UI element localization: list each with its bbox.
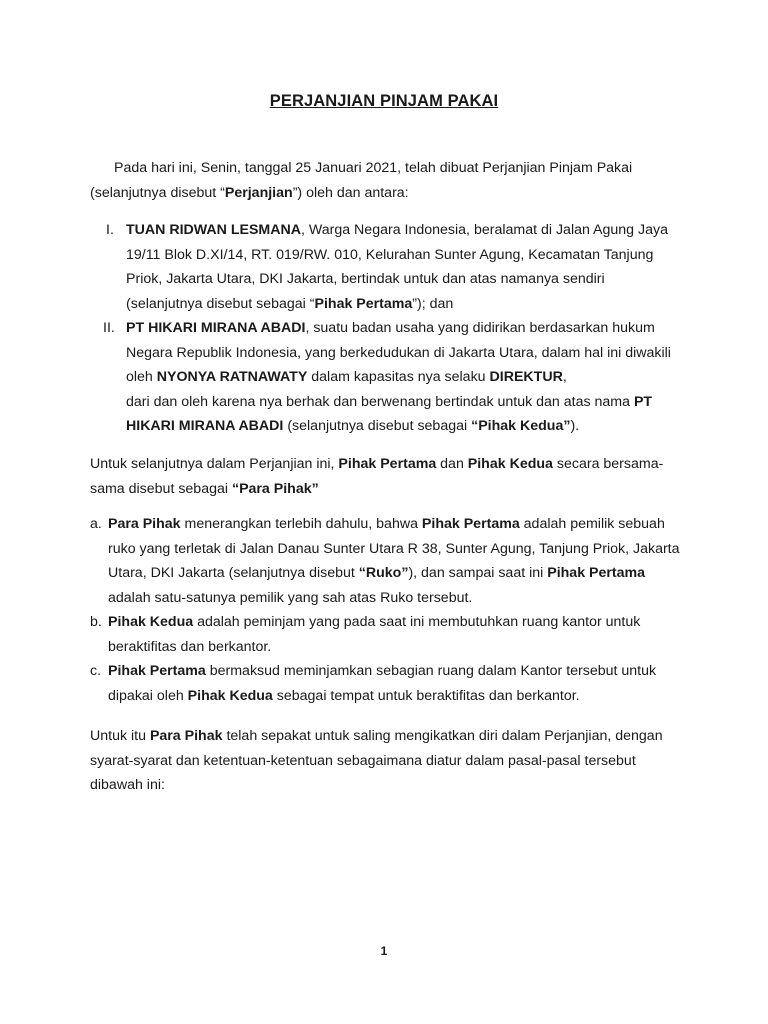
list-marker: b.	[90, 614, 102, 630]
intro-text: Pada hari ini, Senin, tanggal 25 Januari 2021, telah dibuat Perjanjian Pinjam Pakai (selanjutnya disebut “	[90, 160, 633, 201]
bold-term: Pihak Kedua	[467, 456, 553, 472]
agreement-paragraph	[90, 724, 680, 798]
bold-term: Pihak Kedua	[187, 687, 273, 704]
recital-text: ), dan sampai saat ini	[408, 565, 548, 581]
party-text: dari dan oleh karena nya berhak dan berwenang bertindak untuk dan atas nama	[126, 393, 634, 410]
list-marker: c.	[90, 663, 102, 679]
representative-name: NYONYA RATNAWATY	[156, 369, 308, 385]
paragraph-text: Untuk selanjutnya dalam Perjanjian ini,	[90, 456, 339, 472]
party-text: dalam kapasitas nya selaku	[307, 369, 490, 385]
paragraph-text: secara bersama-sama disebut sebagai	[90, 456, 664, 497]
recital-item-b	[90, 610, 680, 659]
party-text: ).	[570, 418, 580, 434]
bold-term: “Ruko”	[358, 565, 409, 581]
party-designation: “Pihak Kedua”	[471, 418, 571, 434]
bold-term: Para Pihak	[149, 728, 223, 744]
recital-text: sebagai tempat untuk beraktifitas dan berkantor.	[272, 687, 580, 704]
recital-item-c	[90, 659, 680, 708]
recital-text: adalah satu-satunya pemilik yang sah atas Ruko tersebut.	[108, 589, 473, 606]
list-marker: II.	[103, 320, 115, 336]
intro-text: ”) oleh dan antara:	[292, 184, 409, 201]
party-text: (selanjutnya disebut sebagai	[283, 418, 472, 434]
list-marker: I.	[106, 222, 114, 238]
party-text: , Warga Negara Indonesia, beralamat di Jalan Agung Jaya 19/11 Blok D.XI/14, RT. 019/RW. 010, Kelurahan Sunter Agung, Kecamatan Tanjung Priok, Jakarta Utara, DKI Jakarta, bertindak untuk dan atas namanya sendiri (selanjutnya disebut sebagai “	[126, 222, 668, 312]
bold-term: Pihak Pertama	[108, 663, 206, 679]
intro-bold-term: Perjanjian	[224, 184, 293, 201]
document-title: PERJANJIAN PINJAM PAKAI	[269, 92, 499, 110]
party-name: PT HIKARI MIRANA ABADI	[126, 320, 306, 336]
recital-text: menerangkan terlebih dahulu, bahwa	[180, 516, 422, 532]
party-designation: Pihak Pertama	[314, 295, 413, 312]
bold-term: Para Pihak	[108, 516, 181, 532]
paragraph-text: Untuk itu	[90, 728, 150, 744]
parties-list	[90, 218, 680, 439]
paragraph-text: telah sepakat untuk saling mengikatkan diri dalam Perjanjian, dengan syarat-syarat dan ketentuan-ketentuan sebagaimana diatur dalam pasal-pasal tersebut dibawah ini:	[90, 728, 663, 793]
bold-term: Pihak Pertama	[338, 456, 437, 472]
party-text: ,	[562, 369, 567, 385]
party-text: , suatu badan usaha yang didirikan berdasarkan hukum Negara Republik Indonesia, yang berkedudukan di Jakarta Utara, dalam hal ini diwakili oleh	[126, 320, 671, 385]
bold-term: “Para Pihak”	[231, 480, 319, 497]
page-number: 1	[380, 944, 388, 958]
party-name: PT HIKARI MIRANA ABADI	[126, 393, 653, 434]
party-item-second	[90, 316, 680, 439]
recital-text: adalah pemilik sebuah ruko yang terletak di Jalan Danau Sunter Utara R 38, Sunter Agung, Tanjung Priok, Jakarta Utara, DKI Jakarta (selanjutnya disebut	[108, 516, 680, 581]
representative-role: DIREKTUR	[489, 369, 563, 385]
intro-paragraph	[90, 156, 680, 205]
parties-definition-paragraph	[90, 452, 680, 501]
recital-text: adalah peminjam yang pada saat ini membutuhkan ruang kantor untuk beraktifitas dan berkantor.	[108, 614, 641, 655]
recital-text: bermaksud meminjamkan sebagian ruang dalam Kantor tersebut untuk dipakai oleh	[108, 663, 657, 704]
paragraph-text: dan	[436, 456, 468, 472]
bold-term: Pihak Pertama	[547, 565, 646, 581]
bold-term: Pihak Pertama	[421, 516, 520, 532]
bold-term: Pihak Kedua	[108, 614, 194, 630]
list-marker: a.	[90, 516, 102, 532]
recitals-list	[90, 512, 680, 708]
party-text: ”); dan	[412, 295, 454, 312]
recital-item-a	[90, 512, 680, 610]
party-item-first	[90, 218, 680, 316]
party-name: TUAN RIDWAN LESMANA	[126, 222, 301, 238]
